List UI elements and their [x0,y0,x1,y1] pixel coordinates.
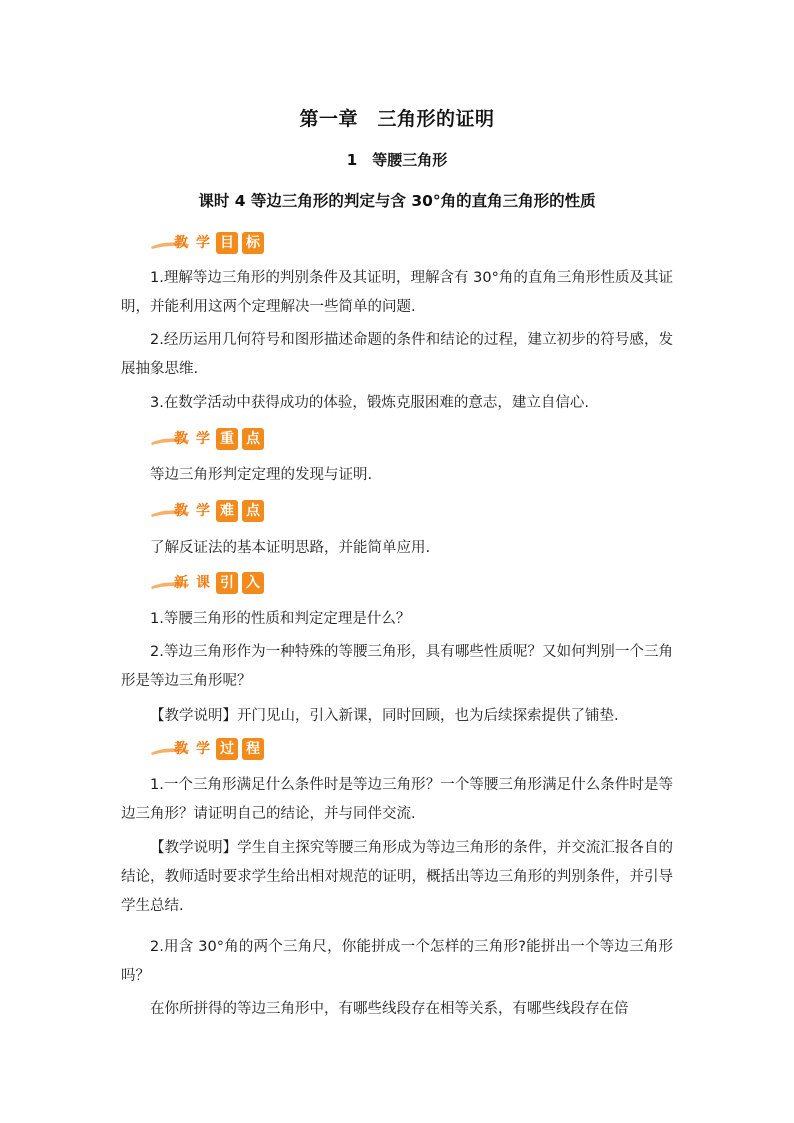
intro-item: 2.等边三角形作为一种特殊的等腰三角形，具有哪些性质呢？又如何判别一个三角形是等边三角形呢？ [121,644,673,689]
difficulties-heading-char: 学 [196,503,210,519]
process-heading-char: 学 [196,741,210,757]
section-title: 1 等腰三角形 [346,151,448,169]
difficulties-heading-char: 难 [216,500,238,522]
goal-item: 3.在数学活动中获得成功的体验，锻炼克服困难的意志，建立自信心. [150,395,589,411]
process-item: 2.用含 30°角的两个三角尺，你能拼成一个怎样的三角形?能拼出一个等边三角形吗？ [121,939,673,984]
goals-heading-char: 目 [216,232,238,254]
process-heading [150,737,260,763]
key-points-heading-char: 教 [174,431,188,447]
key-points-heading [150,427,260,453]
difficulties-heading-char: 点 [242,500,264,522]
goals-heading-char: 学 [196,235,210,251]
intro-heading [150,571,260,597]
goal-item: 2.经历运用几何符号和图形描述命题的条件和结论的过程，建立初步的符号感，发展抽象思维. [121,332,673,377]
difficulties-text: 了解反证法的基本证明思路，并能简单应用. [150,540,431,556]
intro-heading-char: 新 [174,575,188,591]
chapter-title: 第一章 三角形的证明 [299,108,495,130]
goals-heading [150,231,260,257]
key-points-heading-char: 点 [242,428,264,450]
intro-heading-char: 课 [196,575,210,591]
teaching-note: 【教学说明】学生自主探究等腰三角形成为等边三角形的条件，并交流汇报各自的结论，教师适时要求学生给出相对规范的证明，概括出等边三角形的判别条件，并引导学生总结. [121,840,673,914]
goals-heading-char: 标 [242,232,264,254]
key-points-heading-char: 重 [216,428,238,450]
intro-heading-char: 入 [242,572,264,594]
key-points-heading-char: 学 [196,431,210,447]
difficulties-heading [150,499,260,525]
key-points-text: 等边三角形判定定理的发现与证明. [150,467,373,483]
process-heading-char: 过 [216,738,238,760]
goals-heading-char: 教 [174,235,188,251]
process-item: 1.一个三角形满足什么条件时是等边三角形？一个等腰三角形满足什么条件时是等边三角形？请证明自己的结论，并与同伴交流. [121,777,673,822]
lesson-title: 课时 4 等边三角形的判定与含 30°角的直角三角形的性质 [198,192,596,210]
process-item: 在你所拼得的等边三角形中，有哪些线段存在相等关系，有哪些线段存在倍 [150,1001,629,1017]
process-heading-char: 教 [174,741,188,757]
intro-heading-char: 引 [216,572,238,594]
difficulties-heading-char: 教 [174,503,188,519]
intro-item: 1.等腰三角形的性质和判定定理是什么？ [150,611,411,627]
goal-item: 1.理解等边三角形的判别条件及其证明，理解含有 30°角的直角三角形性质及其证明，并能利用这两个定理解决一些简单的问题. [121,270,673,315]
teaching-note: 【教学说明】开门见山，引入新课，同时回顾，也为后续探索提供了铺垫. [150,708,619,724]
process-heading-char: 程 [242,738,264,760]
